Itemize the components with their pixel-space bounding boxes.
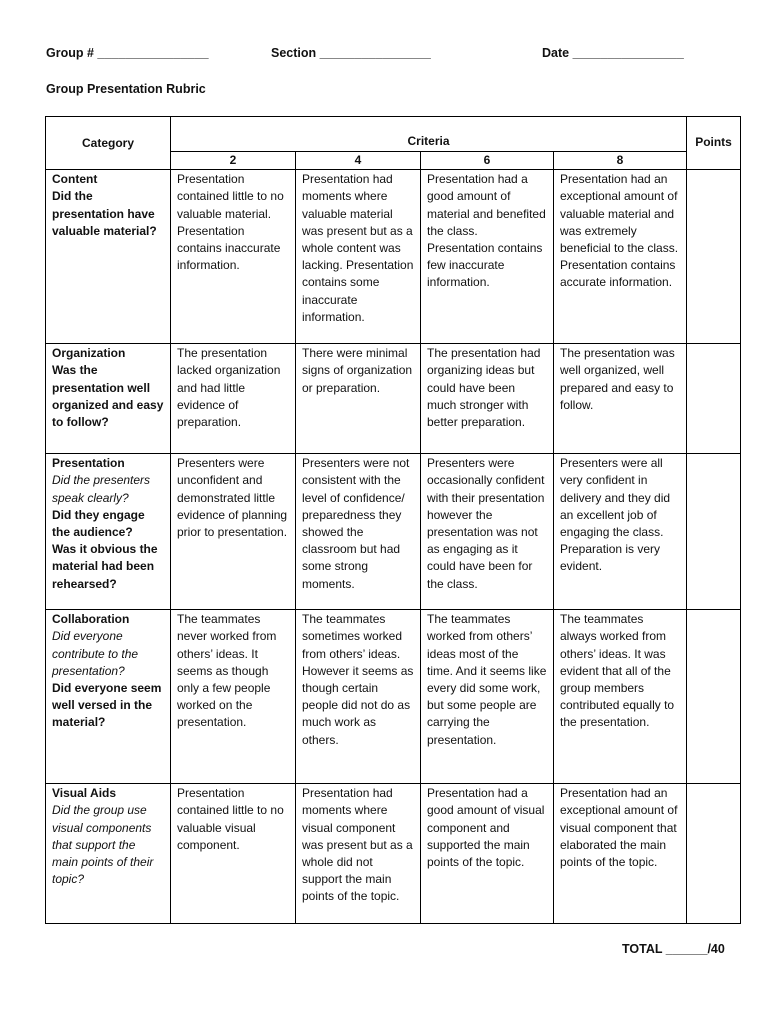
group-number-field: Group # ________________ xyxy=(46,46,209,60)
points-cell[interactable] xyxy=(687,454,741,610)
criteria-cell: There were minimal signs of organization or preparation. xyxy=(296,344,421,454)
rubric-row xyxy=(46,170,741,344)
criteria-cell: Presentation had an exceptional amount of valuable material and was extremely beneficial to the class. Presentation contains accurate information. xyxy=(554,170,687,344)
criteria-cell: Presentation had an exceptional amount of visual component that elaborated the main points of the topic. xyxy=(554,784,687,924)
criteria-cell: The teammates sometimes worked from others’ ideas. However it seems as though certain people did not do as much work as others. xyxy=(296,610,421,784)
criteria-cell: The presentation was well organized, well prepared and easy to follow. xyxy=(554,344,687,454)
criteria-cell: Presentation had a good amount of visual component and supported the main points of the topic. xyxy=(421,784,554,924)
category-cell xyxy=(46,454,171,610)
score-header: 2 xyxy=(171,152,296,170)
criteria-cell: Presentation had moments where visual component was present but as a whole did not support the main points of the topic. xyxy=(296,784,421,924)
category-title: Organization xyxy=(52,346,126,361)
criteria-cell: Presenters were unconfident and demonstrated little evidence of planning prior to presentation. xyxy=(171,454,296,610)
points-header: Points xyxy=(687,117,741,170)
category-question: Did everyone contribute to the presentation? xyxy=(52,629,139,678)
rubric-row xyxy=(46,344,741,454)
rubric-row xyxy=(46,610,741,784)
category-cell xyxy=(46,344,171,454)
rubric-row xyxy=(46,784,741,924)
category-title: Collaboration xyxy=(52,612,130,627)
category-header: Category xyxy=(46,117,171,170)
points-cell[interactable] xyxy=(687,344,741,454)
rubric-body xyxy=(46,170,741,924)
criteria-cell: Presentation had a good amount of material and benefited the class. Presentation contains few inaccurate information. xyxy=(421,170,554,344)
category-cell xyxy=(46,784,171,924)
score-header: 6 xyxy=(421,152,554,170)
category-title: Content xyxy=(52,172,98,187)
category-question: Was the presentation well organized and easy to follow? xyxy=(52,363,164,430)
category-title: Visual Aids xyxy=(52,786,117,801)
criteria-cell: Presentation contained little to no valuable visual component. xyxy=(171,784,296,924)
criteria-cell: Presenters were not consistent with the level of confidence/ preparedness they showed the classroom but had some strong moments. xyxy=(296,454,421,610)
category-question: Was it obvious the material had been rehearsed? xyxy=(52,542,158,591)
rubric-title: Group Presentation Rubric xyxy=(46,82,206,96)
criteria-cell: Presentation contained little to no valuable material. Presentation contains inaccurate information. xyxy=(171,170,296,344)
criteria-cell: The teammates always worked from others’ ideas. It was evident that all of the group members contributed equally to the presentation. xyxy=(554,610,687,784)
points-cell[interactable] xyxy=(687,170,741,344)
points-cell[interactable] xyxy=(687,610,741,784)
criteria-header: Criteria xyxy=(171,117,687,152)
criteria-cell: Presentation had moments where valuable material was present but as a whole content was lacking. Presentation contains some inaccurate information. xyxy=(296,170,421,344)
rubric-table xyxy=(45,116,741,924)
category-cell xyxy=(46,170,171,344)
points-cell[interactable] xyxy=(687,784,741,924)
category-question: Did the presentation have valuable material? xyxy=(52,189,157,238)
total-score: TOTAL ______/40 xyxy=(622,942,725,956)
criteria-cell: The presentation had organizing ideas but could have been much stronger with better preparation. xyxy=(421,344,554,454)
criteria-cell: Presenters were occasionally confident with their presentation however the presentation was not as engaging as it could have been for the class. xyxy=(421,454,554,610)
score-header: 8 xyxy=(554,152,687,170)
section-field: Section ________________ xyxy=(271,46,431,60)
category-question: Did the group use visual components that support the main points of their topic? xyxy=(52,803,154,887)
date-field: Date ________________ xyxy=(542,46,684,60)
category-question: Did the presenters speak clearly? xyxy=(52,473,151,505)
category-cell xyxy=(46,610,171,784)
score-header: 4 xyxy=(296,152,421,170)
category-question: Did they engage the audience? xyxy=(52,507,145,540)
criteria-cell: The teammates never worked from others’ ideas. It seems as though only a few people worked on the presentation. xyxy=(171,610,296,784)
category-title: Presentation xyxy=(52,456,125,471)
criteria-cell: The teammates worked from others’ ideas most of the time. And it seems like every did some work, but some people are carrying the presentation. xyxy=(421,610,554,784)
rubric-row xyxy=(46,454,741,610)
criteria-cell: Presenters were all very confident in delivery and they did an excellent job of engaging the class. Preparation is very evident. xyxy=(554,454,687,610)
category-question: Did everyone seem well versed in the material? xyxy=(52,681,162,730)
criteria-cell: The presentation lacked organization and had little evidence of preparation. xyxy=(171,344,296,454)
